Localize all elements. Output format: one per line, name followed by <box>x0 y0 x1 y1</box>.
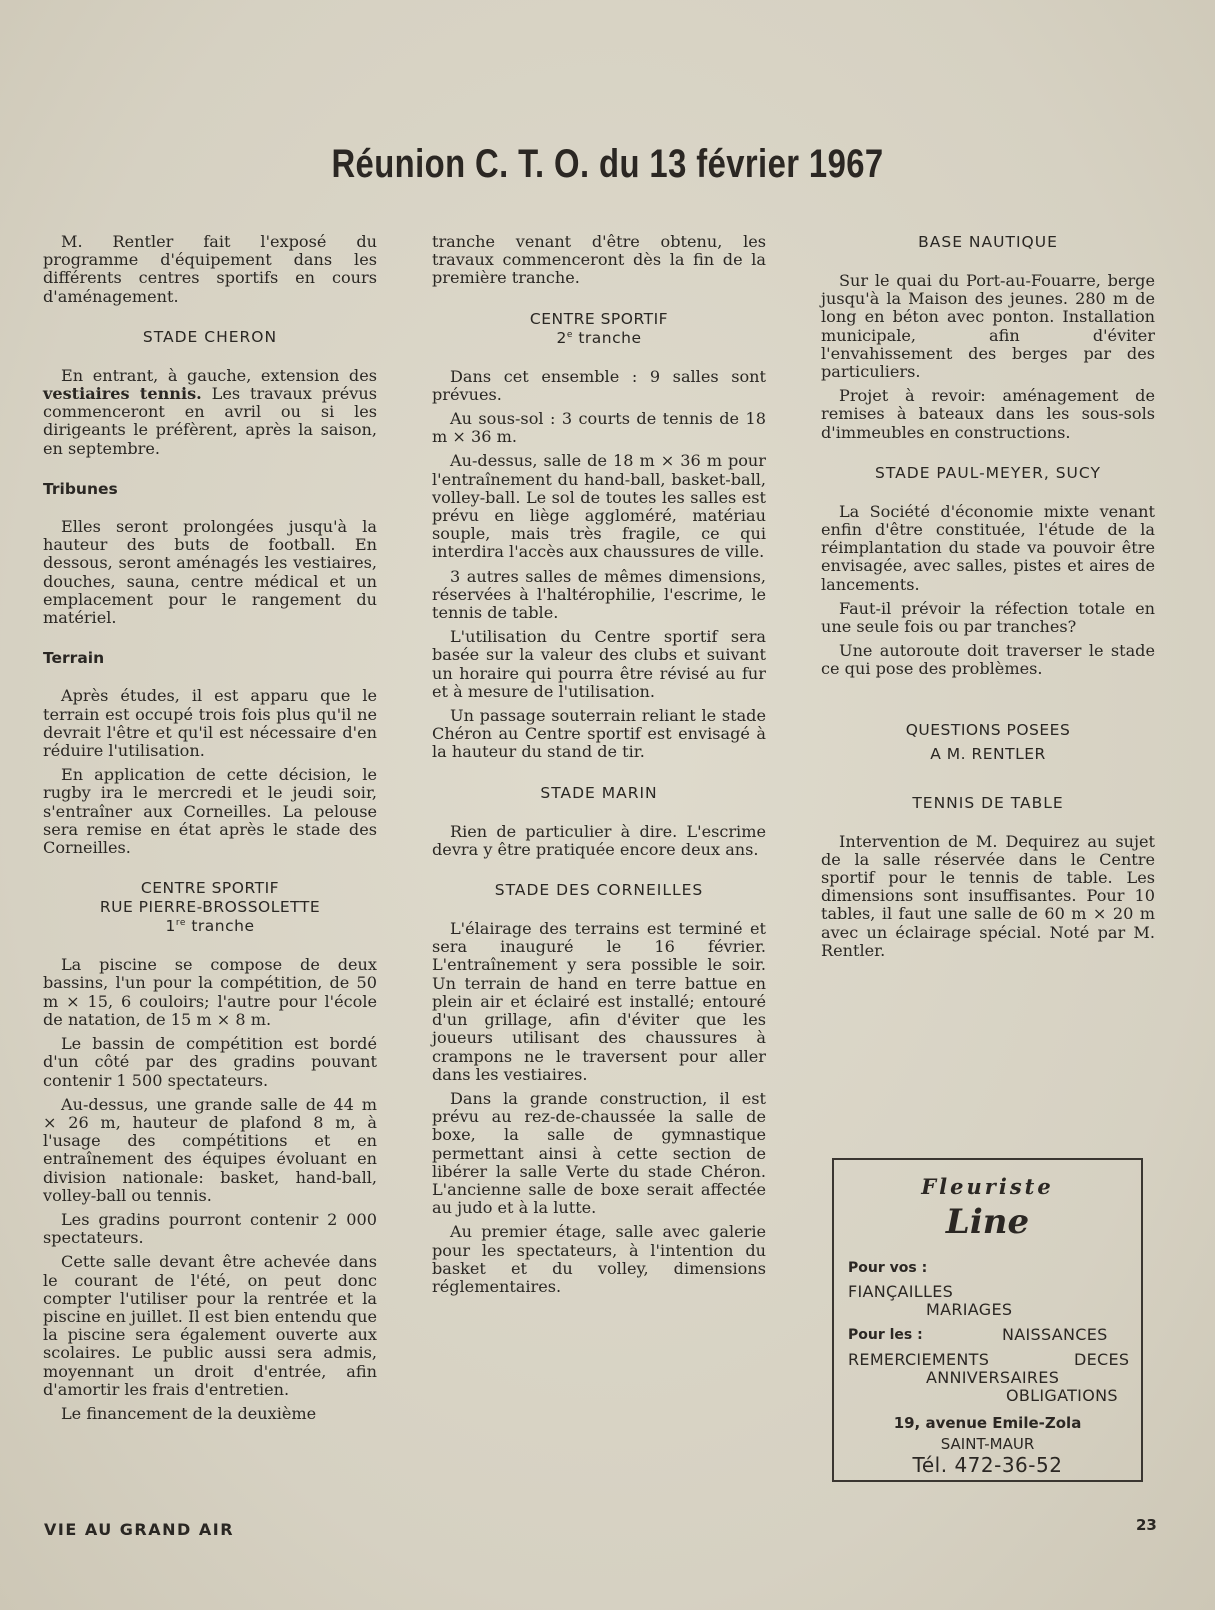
heading-centre-sportif-1-line-b: RUE PIERRE-BROSSOLETTE <box>99 898 321 917</box>
ad-anniversaires: ANNIVERSAIRES <box>926 1368 1060 1387</box>
heading-stade-paul-meyer: STADE PAUL-MEYER, SUCY <box>875 463 1101 482</box>
publication-name: VIE AU GRAND AIR <box>44 1520 235 1539</box>
heading-centre-sportif-2-line-a: CENTRE SPORTIF <box>529 309 669 328</box>
heading-stade-corneilles: STADE DES CORNEILLES <box>494 881 704 900</box>
ad-fiancailles: FIANÇAILLES <box>848 1282 954 1301</box>
paragraph-gradins: Les gradins pourront contenir 2 000 spectateurs. <box>43 1209 377 1248</box>
heading-stade-marin: STADE MARIN <box>540 783 658 802</box>
heading-centre-sportif-1-line-c <box>43 917 377 936</box>
ad-city: SAINT-MAUR <box>940 1435 1035 1453</box>
paragraph-continuation: tranche venant d'être obtenu, les travaux commenceront dès la fin de la première tranche. <box>432 232 766 288</box>
tranche-number-1: 1 <box>165 917 176 936</box>
paragraph-construction: Dans la grande construction, il est prévu au rez-de-chaussée la salle de boxe, la salle de gymnastique permettant ainsi à cette section de libérer la salle Verte du stade Chéron. L'ancienne salle de boxe serait affectée au judo et à la lutte. <box>432 1088 766 1218</box>
paragraph-premier-etage: Au premier étage, salle avec galerie pour les spectateurs, à l'intention du basket et du volley, dimensions réglementaires. <box>432 1222 766 1296</box>
paragraph-autoroute: Une autoroute doit traverser le stade ce qui pose des problèmes. <box>821 641 1155 679</box>
paragraph-grande-salle: Au-dessus, une grande salle de 44 m × 26 m, hauteur de plafond 8 m, à l'usage des compétitions et en entraînement des équipes évoluant en division nationale: basket, hand-ball, volley-ball ou tennis. <box>43 1094 377 1205</box>
ad-deces: DECES <box>1074 1350 1130 1369</box>
paragraph-piscine: La piscine se compose de deux bassins, l'un pour la compétition, de 50 m × 15, 6 couloirs; l'autre pour l'école de natation, de 15 m × 8 m. <box>43 955 377 1029</box>
intro-paragraph: M. Rentler fait l'exposé du programme d'équipement dans les différents centres sportifs en cours d'aménagement. <box>43 232 377 306</box>
heading-questions <box>821 721 1155 764</box>
paragraph-ensemble: Dans cet ensemble : 9 salles sont prévues. <box>432 366 766 404</box>
heading-centre-sportif-2 <box>432 310 766 348</box>
ad-pour-les: Pour les : <box>848 1327 923 1343</box>
paragraph-au-dessus: Au-dessus, salle de 18 m × 36 m pour l'entraînement du hand-ball, basket-ball, volley-ball. Le sol de toutes les salles est prévu en liège aggloméré, matériau souple, mais très fragile, ce qui interdira l'accès aux chaussures de ville. <box>432 451 766 562</box>
ad-mariages: MARIAGES <box>926 1300 1013 1319</box>
paragraph-projet: Projet à revoir: aménagement de remises à bateaux dans les sous-sols d'immeubles en constructions. <box>821 386 1155 442</box>
paragraph-eclairage: L'élairage des terrains est terminé et sera inauguré le 16 février. L'entraînement y sera possible le soir. Un terrain de hand en terre battue en plein air et éclairé est installé; entouré d'un grillage, afin d'éviter que les joueurs utilisant des chaussures à crampons ne le traversent pour aller dans les vestiaires. <box>432 919 766 1084</box>
paragraph-societe: La Société d'économie mixte venant enfin d'être constituée, l'étude de la réimplantation du stade va pouvoir être envisagée, avec salles, pistes et aires de lancements. <box>821 501 1155 594</box>
tranche-label-2: tranche <box>572 328 642 347</box>
ad-obligations: OBLIGATIONS <box>1006 1386 1118 1405</box>
column-1 <box>43 233 377 1429</box>
heading-tennis-de-table: TENNIS DE TABLE <box>912 793 1064 812</box>
heading-centre-sportif-2-line-b <box>432 329 766 348</box>
heading-centre-sportif-1 <box>43 879 377 936</box>
heading-centre-sportif-1-line-a: CENTRE SPORTIF <box>140 879 280 898</box>
ad-line-logo: Line <box>945 1202 1030 1242</box>
paragraph-utilisation: L'utilisation du Centre sportif sera basée sur la valeur des clubs et suivant un horaire qui pourra être révisé au fur et à mesure de l'utilisation. <box>432 627 766 701</box>
paragraph-tribunes: Elles seront prolongées jusqu'à la hauteur des buts de football. En dessous, seront aménagés les vestiaires, douches, sauna, centre médical et un emplacement pour le rangement du matériel. <box>43 517 377 628</box>
paragraph-intervention: Intervention de M. Dequirez au sujet de la salle réservée dans le Centre sportif pour le tennis de table. Les dimensions sont insuffisantes. Pour 10 tables, il faut une salle de 60 m × 20 m avec un éclairage spécial. Noté par M. Rentler. <box>821 831 1155 960</box>
tranche-label-1: tranche <box>185 917 255 936</box>
paragraph-3-autres-salles: 3 autres salles de mêmes dimensions, réservées à l'haltérophilie, l'escrime, le tennis de table. <box>432 566 766 623</box>
paragraph-quai: Sur le quai du Port-au-Fouarre, berge jusqu'à la Maison des jeunes. 280 m de long en béton avec ponton. Installation municipale, afin d'éviter l'envahissement des berges par des particuliers. <box>821 271 1155 382</box>
ad-naissances: NAISSANCES <box>1002 1325 1108 1344</box>
page-title: Réunion C. T. O. du 13 février 1967 <box>331 142 884 186</box>
paragraph-cheron-text-b: Les travaux prévus commenceront en avril ou si les dirigeants le préfèrent, après la saison, en septembre. <box>43 384 377 458</box>
ad-pour-vos: Pour vos : <box>848 1260 928 1276</box>
paragraph-refection: Faut-il prévoir la réfection totale en une seule fois ou par tranches? <box>821 598 1155 637</box>
tranche-sup-1: re <box>175 918 186 929</box>
ad-address: 19, avenue Emile-Zola <box>893 1414 1082 1432</box>
tranche-number-2: 2 <box>556 328 567 347</box>
florist-advertisement <box>832 1158 1143 1482</box>
heading-questions-line-a: QUESTIONS POSEES <box>905 720 1071 739</box>
heading-stade-cheron: STADE CHERON <box>142 327 278 346</box>
heading-questions-line-b: A M. RENTLER <box>930 744 1046 763</box>
paragraph-cheron <box>43 367 377 458</box>
paragraph-financement: Le financement de la deuxième <box>61 1403 317 1423</box>
column-3 <box>821 233 1155 966</box>
heading-tribunes: Tribunes <box>43 479 118 498</box>
heading-base-nautique: BASE NAUTIQUE <box>918 233 1058 251</box>
column-2 <box>432 233 766 1302</box>
paragraph-sous-sol: Au sous-sol : 3 courts de tennis de 18 m × 36 m. <box>432 409 766 447</box>
paragraph-passage: Un passage souterrain reliant le stade Chéron au Centre sportif est envisagé à la hauteur du stand de tir. <box>432 706 766 762</box>
ad-remerciements: REMERCIEMENTS <box>848 1350 990 1369</box>
ad-fleuriste: Fleuriste <box>921 1174 1054 1199</box>
paragraph-terrain-1: Après études, il est apparu que le terrain est occupé trois fois plus qu'il ne devrait l'être et qu'il est nécessaire d'en réduire l'utilisation. <box>43 686 377 761</box>
paragraph-marin: Rien de particulier à dire. L'escrime devra y être pratiquée encore deux ans. <box>432 821 766 859</box>
paragraph-terrain-2: En application de cette décision, le rugby ira le mercredi et le jeudi soir, s'entraîner aux Corneilles. La pelouse sera remise en état après le stade des Corneilles. <box>43 765 377 858</box>
tranche-sup-2: e <box>566 329 573 340</box>
page-number: 23 <box>1136 1516 1157 1534</box>
paragraph-bassin: Le bassin de compétition est bordé d'un côté par des gradins pouvant contenir 1 500 spectateurs. <box>43 1034 377 1090</box>
paragraph-cheron-text-a: En entrant, à gauche, extension des <box>61 365 377 385</box>
heading-terrain: Terrain <box>43 649 105 668</box>
ad-telephone: Tél. 472-36-52 <box>912 1453 1063 1477</box>
vestiaires-tennis-bold: vestiaires tennis. <box>43 384 202 404</box>
paragraph-salle-ete: Cette salle devant être achevée dans le courant de l'été, on peut donc compter l'utiliser pour la rentrée et la piscine en juillet. Il est bien entendu que la piscine sera également ouverte aux scolaires. Le public aussi sera admis, moyennant un droit d'entrée, afin d'amortir les frais d'entretien. <box>43 1252 377 1399</box>
